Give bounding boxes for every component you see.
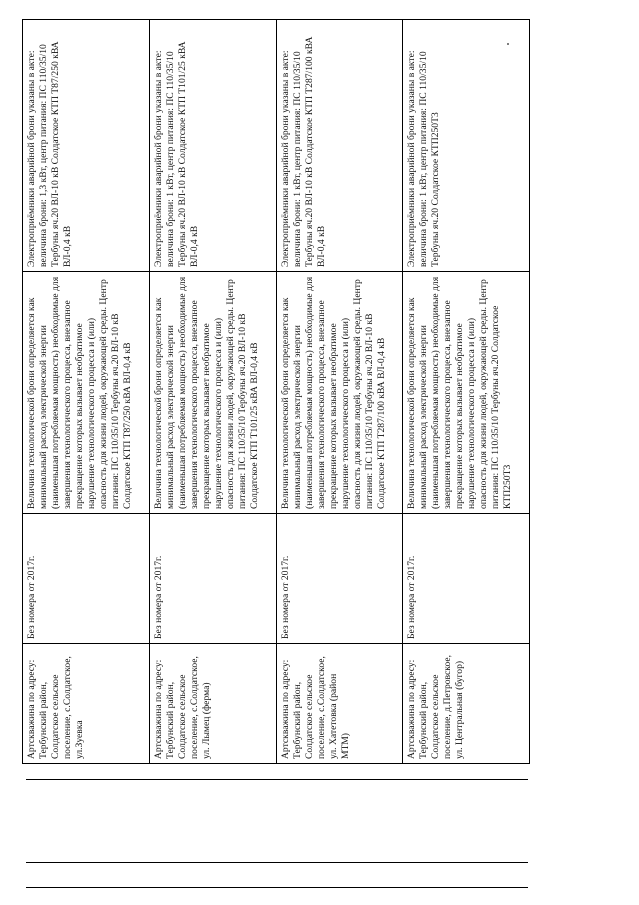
reserve-table bbox=[22, 19, 530, 764]
technological-reserve-cell: Величина технологической брони определяется как минимальный расход электрической энергии (наименьшая потребляемая мощность) необходимые для завершения технологического процесса, внезапное прекращение которых вызывает необратимое нарушение технологического процесса и (или) опасность для жизни людей, окружающей среды. Центр питания: ПС 110/35/10 Тербуны яч.20 ВЛ-10 кВ Солдатское КТП Т87/250 кВА ВЛ-0,4 кВ bbox=[23, 272, 150, 514]
emergency-reserve-cell: Электроприёмники аварийной брони указаны в акте: величина брони: 1 кВт, центр питания: ПС 110/35/10 Тербуны яч.20 ВЛ-10 кВ Солдатское КТП Т101/25 кВА ВЛ-0,4 кВ bbox=[149, 20, 276, 272]
rotated-table-container bbox=[22, 20, 530, 764]
emergency-reserve-cell: Электроприёмники аварийной брони указаны в акте: величина брони: 1,3 кВт, центр питания: ПС 110/35/10 Тербуны яч.20 ВЛ-10 кВ Солдатское КТП Т87/250 кВА ВЛ-0,4 кВ bbox=[23, 20, 150, 272]
location-cell: Артскважина по адресу: Тербунский район, Солдатское сельское поселение, с.Солдатское, ул.Зуевка bbox=[23, 644, 150, 764]
location-cell: Артскважина по адресу: Тербунский район, Солдатское сельское поселение, с.Солдатское, ул. Хатетовка (район МТМ) bbox=[276, 644, 403, 764]
document-cell: Без номера от 2017г. bbox=[149, 514, 276, 644]
document-cell: Без номера от 2017г. bbox=[403, 514, 530, 644]
table-row bbox=[276, 20, 403, 764]
location-cell: Артскважина по адресу: Тербунский район, Солдатское сельское поселение, с.Солдатское, ул. Лымец (ферма) bbox=[149, 644, 276, 764]
technological-reserve-cell: Величина технологической брони определяется как минимальный расход электрической энергии (наименьшая потребляемая мощность) необходимые для завершения технологического процесса, внезапное прекращение которых вызывает необратимое нарушение технологического процесса и (или) опасность для жизни людей, окружающей среды. Центр питания: ПС 110/35/10 Тербуны яч.20 ВЛ-10 кВ Солдатское КТП Т287/100 кВА ВЛ-0,4 кВ bbox=[276, 272, 403, 514]
table-row bbox=[403, 20, 530, 764]
table-row bbox=[23, 20, 150, 764]
document-cell: Без номера от 2017г. bbox=[23, 514, 150, 644]
table-row bbox=[149, 20, 276, 764]
emergency-reserve-cell: Электроприёмники аварийной брони указаны в акте: величина брони: 1 кВт, центр питания: ПС 110/35/10 Тербуны яч.20 Солдатское КТП250Т3 bbox=[403, 20, 530, 272]
technological-reserve-cell: Величина технологической брони определяется как минимальный расход электрической энергии (наименьшая потребляемая мощность) необходимые для завершения технологического процесса, внезапное прекращение которых вызывает необратимое нарушение технологического процесса и (или) опасность для жизни людей, окружающей среды. Центр питания: ПС 110/35/10 Тербуны яч.20 Солдатское КТП250Т3 bbox=[403, 272, 530, 514]
emergency-reserve-cell: Электроприёмники аварийной брони указаны в акте: величина брони: 1 кВт, центр питания: ПС 110/35/10 Тербуны яч.20 ВЛ-10 кВ Солдатское КТП Т287/100 кВА ВЛ-0,4 кВ bbox=[276, 20, 403, 272]
location-cell: Артскважина по адресу: Тербунский район, Солдатское сельское поселение, д.Петровское, ул. Центральная (бугор) bbox=[403, 644, 530, 764]
document-cell: Без номера от 2017г. bbox=[276, 514, 403, 644]
technological-reserve-cell: Величина технологической брони определяется как минимальный расход электрической энергии (наименьшая потребляемая мощность) необходимые для завершения технологического процесса, внезапное прекращение которых вызывает необратимое нарушение технологического процесса и (или) опасность для жизни людей, окружающей среды. Центр питания: ПС 110/35/10 Тербуны яч.20 ВЛ-10 кВ Солдатское КТП Т101/25 кВА ВЛ-0,4 кВ bbox=[149, 272, 276, 514]
